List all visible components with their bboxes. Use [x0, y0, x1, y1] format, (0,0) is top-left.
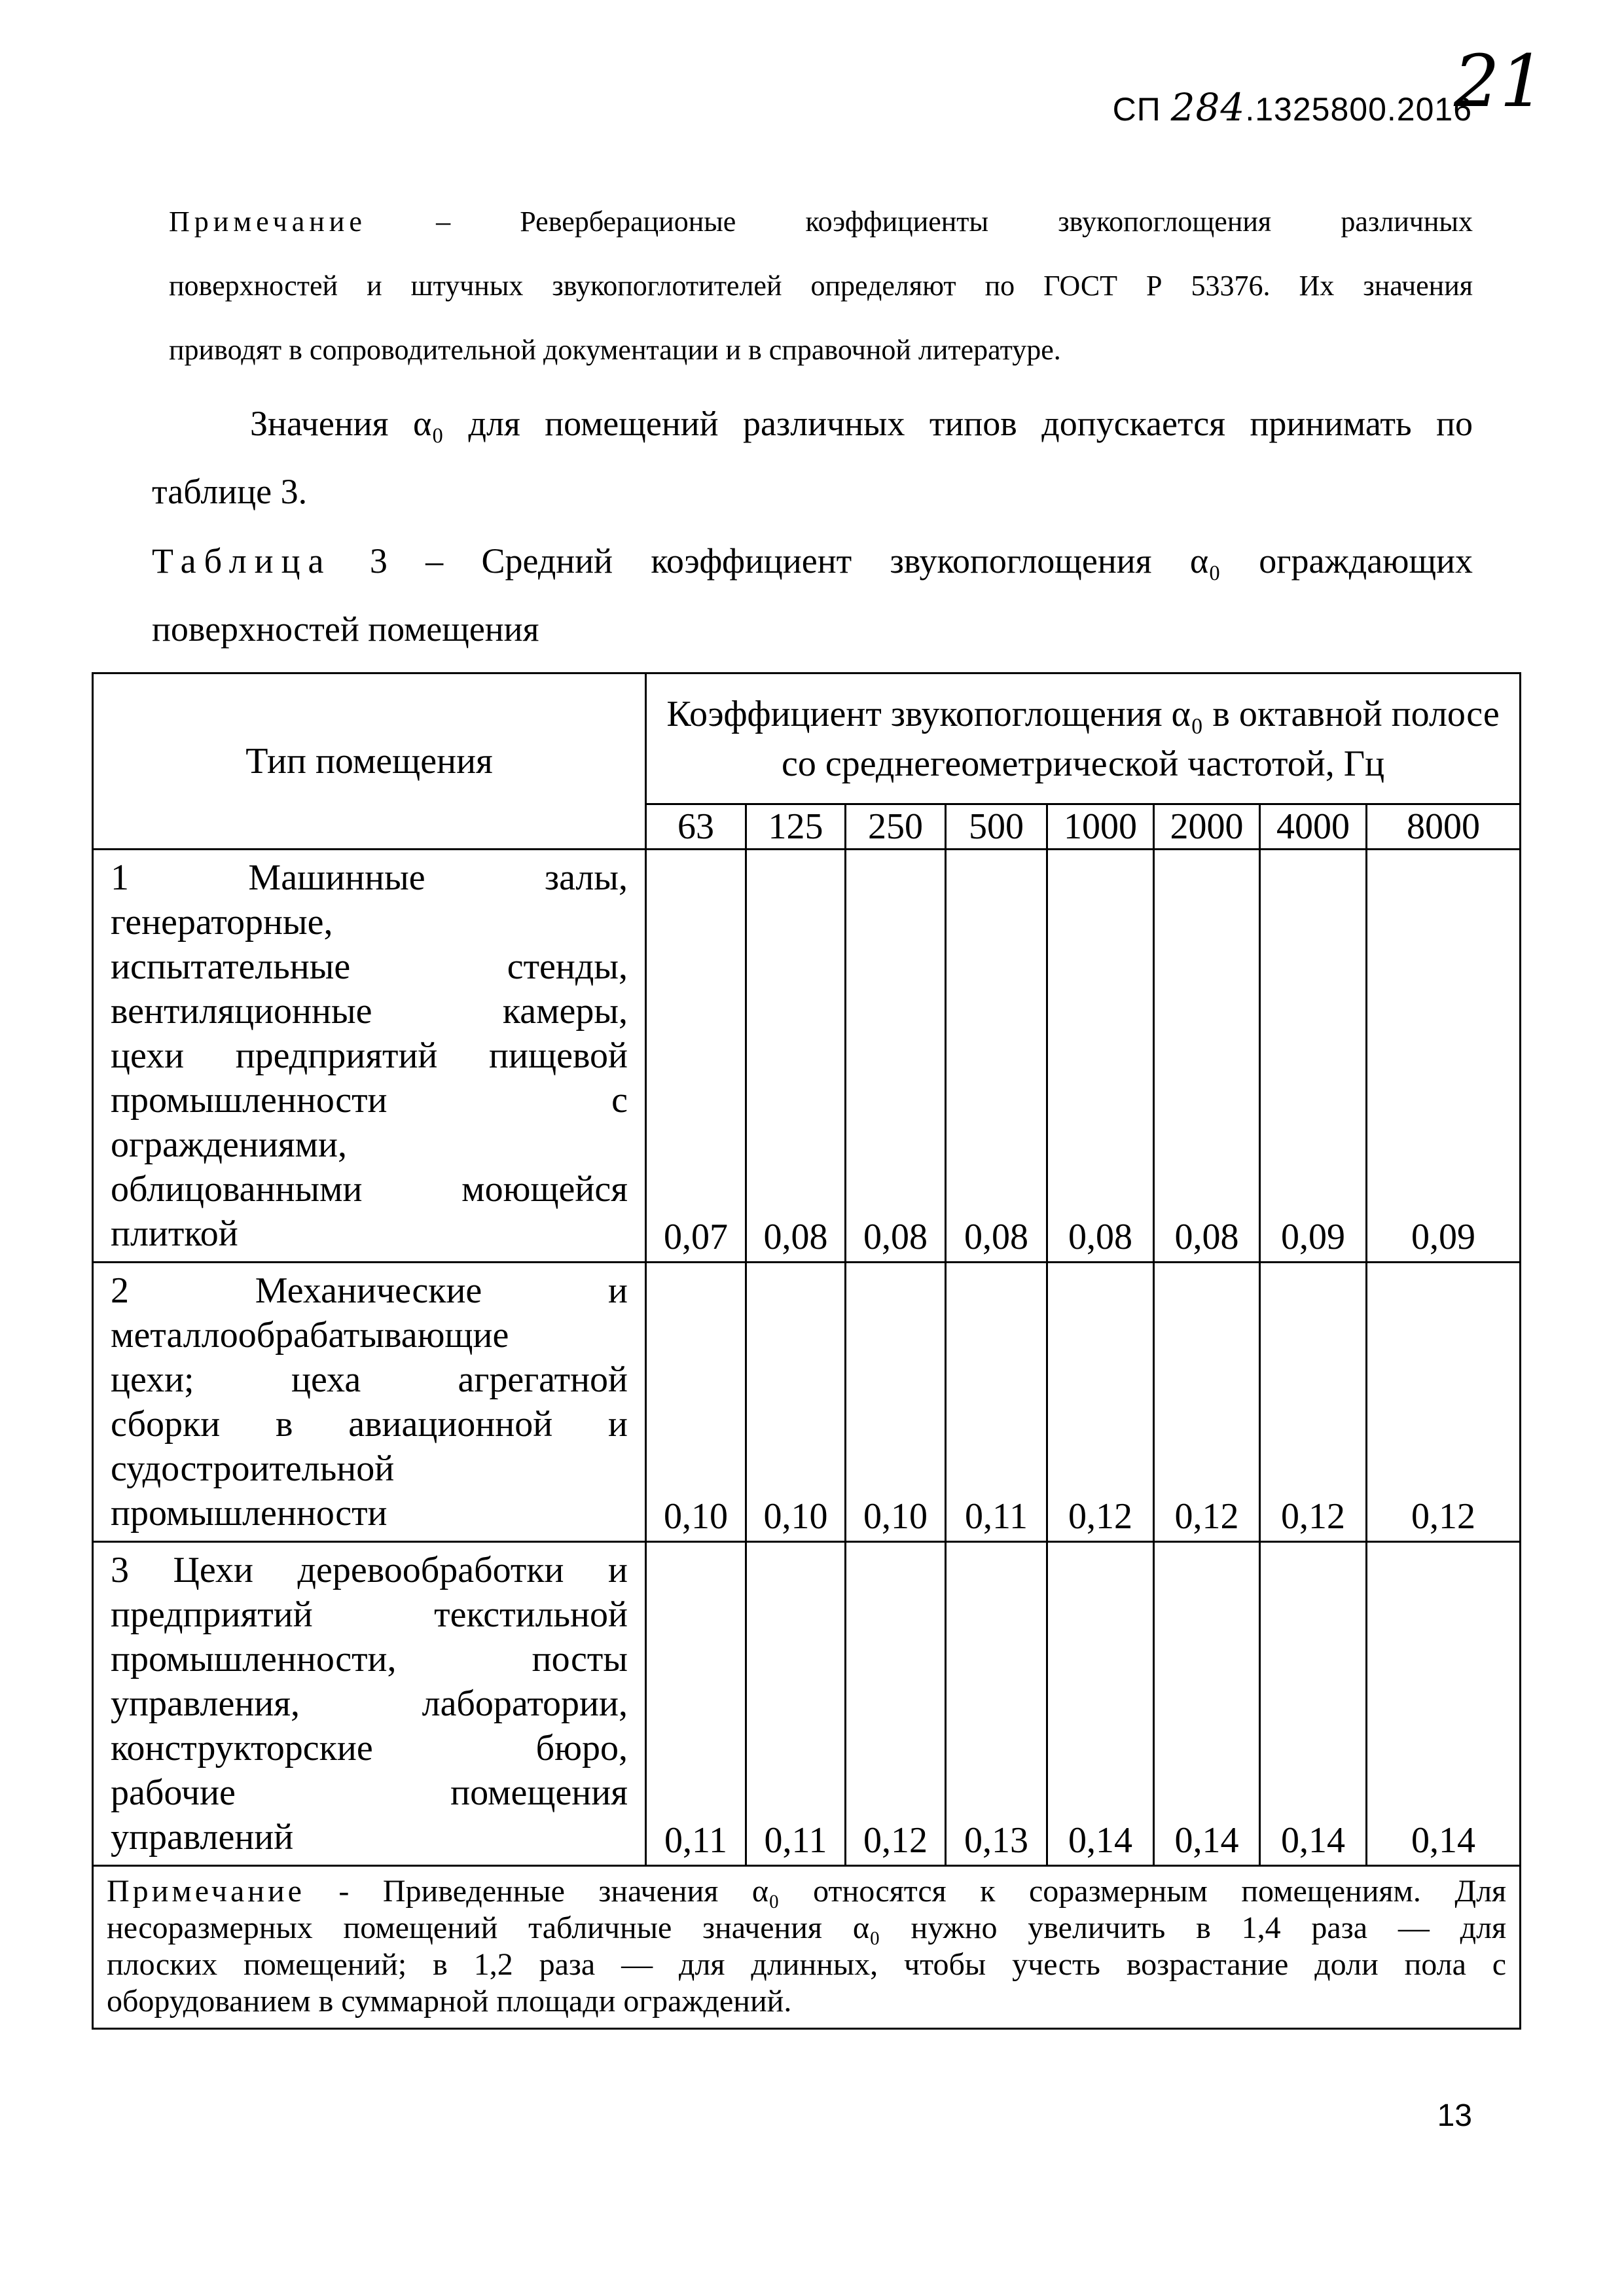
top-note-line-2: поверхностей и штучных звукопоглотителей определяют по ГОСТ Р 53376. Их значения	[169, 270, 1473, 302]
body-paragraph-line-2: таблице 3.	[152, 472, 308, 511]
coefficient-value-cell: 0,10	[746, 1263, 846, 1542]
absorption-table	[92, 672, 1521, 2030]
room-type-line: промышленности, посты	[111, 1639, 628, 1679]
frequency-header-cell: 250	[846, 804, 946, 850]
table-footnote	[93, 1866, 1521, 2029]
room-type-line: цехи предприятий пищевой	[111, 1035, 628, 1076]
coefficient-value-cell: 0,09	[1260, 850, 1367, 1263]
doc-code-suffix: .1325800.2016	[1245, 91, 1472, 128]
coefficient-value-cell: 0,11	[746, 1542, 846, 1866]
table-row	[93, 1542, 1521, 1866]
room-type-line: промышленности с	[111, 1080, 628, 1121]
header-coefficient: Коэффициент звукопоглощения α₀ в октавной полосе со среднегеометрической частотой, Гц	[646, 673, 1521, 804]
room-type-line: вентиляционные камеры,	[111, 991, 628, 1031]
frequency-header-cell: 8000	[1367, 804, 1521, 850]
handwritten-page-mark: 21	[1454, 39, 1545, 123]
coefficient-value-cell: 0,08	[746, 850, 846, 1263]
room-type-cell	[93, 1263, 646, 1542]
coefficient-value-cell: 0,14	[1367, 1542, 1521, 1866]
room-type-line: 1 Машинные залы,	[111, 857, 628, 898]
room-type-line: управлений	[111, 1817, 294, 1857]
body-paragraph-line-1: Значения α₀ для помещений различных типов допускается принимать по	[250, 404, 1473, 443]
coefficient-value-cell: 0,07	[646, 850, 746, 1263]
handwritten-doc-number: 284	[1170, 85, 1246, 130]
coefficient-value-cell: 0,14	[1047, 1542, 1154, 1866]
footnote-label: Примечание	[107, 1874, 305, 1909]
table-caption	[152, 527, 1473, 663]
footnote-line-2: несоразмерных помещений табличные значения α₀ нужно увеличить в 1,4 раза — для	[107, 1910, 1507, 1945]
coefficient-value-cell: 0,11	[646, 1542, 746, 1866]
coefficient-value-cell: 0,12	[1047, 1263, 1154, 1542]
table-row	[93, 1263, 1521, 1542]
doc-code-prefix: СП	[1112, 91, 1171, 128]
room-type-line: ограждениями,	[111, 1124, 347, 1165]
coefficient-value-cell: 0,12	[1154, 1263, 1260, 1542]
table-caption-line-1: Таблица 3 – Средний коэффициент звукопоглощения α₀ ограждающих	[152, 541, 1473, 581]
document-header	[1113, 85, 1472, 130]
room-type-line: предприятий текстильной	[111, 1594, 628, 1635]
room-type-line: цехи; цеха агрегатной	[111, 1359, 628, 1400]
coefficient-value-cell: 0,10	[846, 1263, 946, 1542]
table-row	[93, 850, 1521, 1263]
room-type-line: сборки в авиационной и	[111, 1404, 628, 1444]
frequency-header-cell: 1000	[1047, 804, 1154, 850]
coefficient-value-cell: 0,08	[1047, 850, 1154, 1263]
footnote-line-1: Примечание - Приведенные значения α₀ относятся к соразмерным помещениям. Для	[107, 1874, 1507, 1909]
table-body	[93, 850, 1521, 1866]
room-type-cell	[93, 1542, 646, 1866]
room-type-line: управления, лаборатории,	[111, 1683, 628, 1724]
room-type-line: судостроительной	[111, 1448, 395, 1489]
coefficient-value-cell: 0,11	[946, 1263, 1047, 1542]
top-note-line-1: Примечание – Реверберационые коэффициенты звукопоглощения различных	[169, 206, 1473, 238]
body-paragraph	[152, 389, 1473, 526]
table-caption-label: Таблица	[152, 541, 332, 581]
coefficient-value-cell: 0,14	[1154, 1542, 1260, 1866]
coefficient-value-cell: 0,08	[1154, 850, 1260, 1263]
top-note-label: Примечание	[169, 206, 367, 238]
coefficient-value-cell: 0,08	[846, 850, 946, 1263]
coefficient-value-cell: 0,12	[846, 1542, 946, 1866]
footnote-line-3: плоских помещений; в 1,2 раза — для длинных, чтобы учесть возрастание доли пола с	[107, 1947, 1507, 1982]
coefficient-value-cell: 0,09	[1367, 850, 1521, 1263]
coefficient-value-cell: 0,10	[646, 1263, 746, 1542]
room-type-line: 2 Механические и	[111, 1270, 628, 1311]
frequency-header-cell: 2000	[1154, 804, 1260, 850]
room-type-cell	[93, 850, 646, 1263]
coefficient-value-cell: 0,08	[946, 850, 1047, 1263]
footnote-line-4: оборудованием в суммарной площади ограждений.	[107, 1984, 792, 2018]
top-note-line-3: приводят в сопроводительной документации и в справочной литературе.	[169, 334, 1061, 366]
coefficient-value-cell: 0,14	[1260, 1542, 1367, 1866]
frequency-header-cell: 4000	[1260, 804, 1367, 850]
frequency-header-cell: 63	[646, 804, 746, 850]
room-type-line: плиткой	[111, 1213, 238, 1254]
page-number: 13	[1437, 2098, 1472, 2133]
header-room-type: Тип помещения	[93, 673, 646, 850]
room-type-line: облицованными моющейся	[111, 1169, 628, 1210]
room-type-line: металлообрабатывающие	[111, 1315, 509, 1355]
room-type-line: промышленности	[111, 1493, 388, 1534]
coefficient-value-cell: 0,12	[1367, 1263, 1521, 1542]
room-type-line: конструкторские бюро,	[111, 1728, 628, 1768]
coefficient-value-cell: 0,13	[946, 1542, 1047, 1866]
room-type-line: 3 Цехи деревообработки и	[111, 1550, 628, 1590]
room-type-line: испытательные стенды,	[111, 946, 628, 987]
table-caption-line-2: поверхностей помещения	[152, 609, 539, 649]
coefficient-value-cell: 0,12	[1260, 1263, 1367, 1542]
room-type-line: рабочие помещения	[111, 1772, 628, 1813]
frequency-header-cell: 500	[946, 804, 1047, 850]
frequency-header-cell: 125	[746, 804, 846, 850]
top-note	[169, 190, 1473, 382]
room-type-line: генераторные,	[111, 902, 333, 942]
